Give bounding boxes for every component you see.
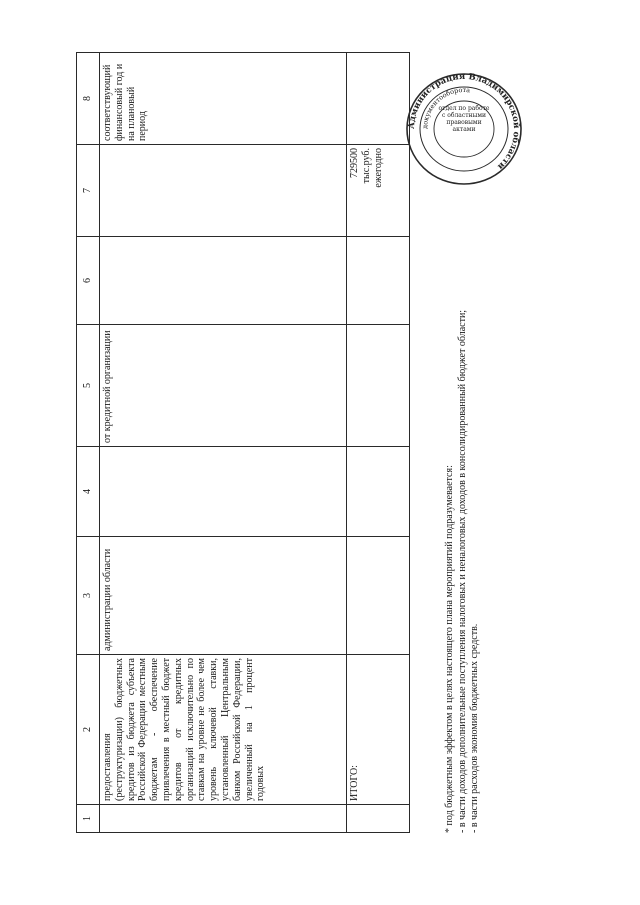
seal-center-text: отдел по работе с областными правовыми актами — [438, 105, 490, 133]
header-cell: 8 — [77, 53, 100, 145]
table-cell — [100, 237, 347, 325]
footnote-line: - в части расходов экономия бюджетных средств. — [469, 623, 480, 833]
total-label: ИТОГО: — [347, 655, 410, 805]
total-period: ежегодно — [372, 148, 384, 188]
table-cell — [347, 237, 410, 325]
table-cell — [100, 805, 347, 833]
header-cell: 5 — [77, 325, 100, 447]
footnote-line: * под бюджетным эффектом в целях настоящего плана мероприятий подразумевается: — [444, 465, 455, 833]
table-header-row — [77, 53, 100, 833]
measures-table — [76, 52, 410, 833]
seal-outer-text: Администрация Владимирской области — [406, 71, 522, 172]
table-cell — [347, 447, 410, 537]
seal-inner-text: документооборота — [420, 85, 471, 130]
table-cell — [100, 447, 347, 537]
official-seal — [400, 71, 528, 187]
seal-graphic — [400, 71, 528, 187]
responsible-cell: администрации области — [100, 537, 347, 655]
total-unit: тыс.руб. — [360, 148, 372, 184]
total-value: 729500 — [349, 148, 360, 178]
source-cell: от кредитной организации — [100, 325, 347, 447]
header-cell: 6 — [77, 237, 100, 325]
table-cell — [347, 805, 410, 833]
measure-description-cell: предоставления (реструктуризации) бюджетных кредитов из бюджета субъекта Российской Федерации местным бюджетам - обеспечение привлечения в местный бюджет кредитов от кредитных организаций исключительно по ставкам на уровне не более чем уровень ключевой ставки, установленный Центральным банком Российской Федерации, увеличенный на 1 процент годовых — [100, 655, 347, 805]
table-row — [100, 53, 347, 833]
rotated-page-content — [76, 53, 526, 833]
header-cell: 1 — [77, 805, 100, 833]
footnote-line: - в части доходов дополнительные поступления налоговых и неналоговых доходов в консолидированный бюджет области; — [456, 309, 468, 833]
header-cell: 3 — [77, 537, 100, 655]
header-cell: 7 — [77, 145, 100, 237]
header-cell: 2 — [77, 655, 100, 805]
table-cell — [347, 537, 410, 655]
table-cell — [347, 325, 410, 447]
table-cell — [100, 145, 347, 237]
header-cell: 4 — [77, 447, 100, 537]
period-cell: соответствующий финансовый год и на плановый период — [100, 53, 347, 145]
